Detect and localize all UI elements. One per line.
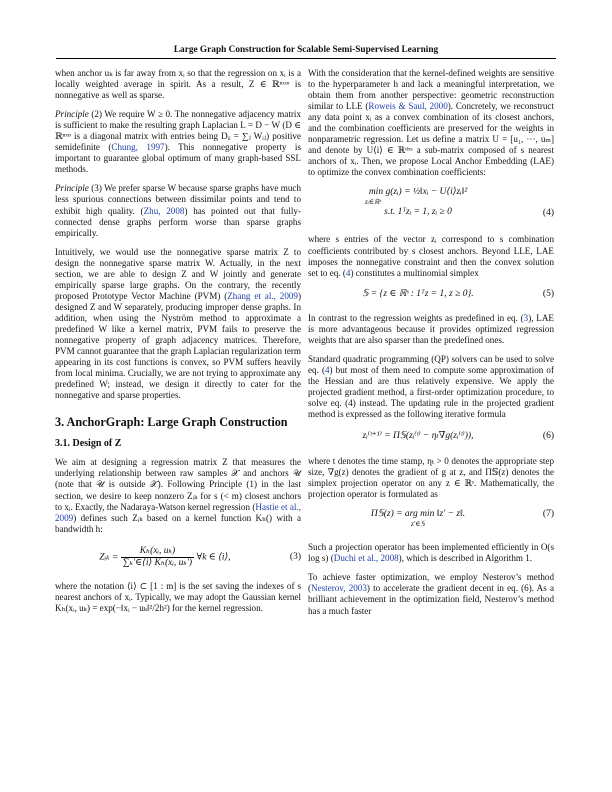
equation-4: min g(zᵢ) = ½‖xᵢ − U⟨i⟩zᵢ‖² zᵢ∈ℝˢ s.t. 1ᵀzᵢ = 1, zᵢ ≥ 0 (4) [364,187,554,219]
running-header: Large Graph Construction for Scalable Semi-Supervised Learning [56,45,556,59]
right-column [308,68,554,625]
citation-link[interactable]: Duchi et al., 2008 [333,553,399,564]
paragraph: when anchor uₖ is far away from xᵢ so that the regression on xᵢ is a locally weighted average in spirit. As a result, Z ∈ ℝⁿˣᵐ is nonnegative as well as sparse. [55,68,301,101]
citation-link[interactable]: Roweis & Saul, 2000 [368,101,448,112]
citation-link[interactable]: Chung, 1997 [111,142,165,153]
paragraph: where the notation ⟨i⟩ ⊂ [1 : m] is the set saving the indexes of s nearest anchors of xᵢ. Typically, we may adopt the Gaussian kernel Kₕ(xᵢ, uₖ) = exp(−‖xᵢ − uₖ‖²/2h²) for the kernel regression. [55,580,301,613]
citation-link[interactable]: Zhu, 2008 [143,205,185,216]
equation-reference[interactable]: 4 [345,267,351,278]
paragraph: Such a projection operator has been implemented efficiently in O(s log s) (Duchi et al., 2008), which is described in Algorithm 1. [308,542,554,564]
subsection-heading: 3.1. Design of Z [55,438,122,450]
paragraph: Principle (3) We prefer sparse W because sparse graphs have much less spurious connections between dissimilar points and tend to exhibit high quality. (Zhu, 2008) has pointed out that fully-connected dense graphs perform worse than sparse graphs empirically. [55,183,301,238]
paragraph: Principle (2) We require W ≥ 0. The nonnegative adjacency matrix is sufficient to make the resulting graph Laplacian L = D − W (D ∈ ℝⁿˣⁿ is a diagonal matrix with entries being Dᵢᵢ = ∑ⱼ Wᵢⱼ) positive semidefinite (Chung, 1997). This nonnegative property is important to guarantee global optimum of many graph-based SSL methods. [55,109,302,175]
paragraph: With the consideration that the kernel-defined weights are sensitive to the hyperparameter h and lack a meaningful interpretation, we obtain them from another perspective: geometric reconstruction similar to LLE (Roweis & Saul, 2000). Concretely, we reconstruct any data point xᵢ as a convex combination of its closest anchors, and the combination coefficients are preserved for the weights in nonparametric regression. Let us define a matrix U = [u₁, ···, uₘ] and denote by U⟨i⟩ ∈ ℝᵈˣˢ a sub-matrix composed of s nearest anchors of xᵢ. Then, we propose Local Anchor Embedding (LAE) to optimize the convex combination coefficients: [308,68,554,178]
equation-number: (5) [542,288,554,299]
citation-link[interactable]: Zhang et al., 2009 [227,290,298,301]
paragraph: We aim at designing a regression matrix Z that measures the underlying relationship between raw samples 𝒳 and anchors 𝒰 (note that 𝒰 is outside 𝒳). Following Principle (1) in the last section, we desire to keep nonzero Zᵢₖ for s (< m) closest anchors to xᵢ. Exactly, the Nadaraya-Watson kernel regression (Hastie et al., 2009) defines such Zᵢₖ based on a kernel function Kₕ() with a bandwidth h: [55,457,301,534]
equation-number: (6) [542,431,554,442]
equation-number: (7) [542,509,554,520]
paragraph: To achieve faster optimization, we employ Nesterov’s method (Nesterov, 2003) to accelerate the gradient decent in eq. (6). As a brilliant achievement in the optimization field, Nesterov’s method has a much faster [308,572,554,616]
paragraph: Standard quadratic programming (QP) solvers can be used to solve eq. (4) but most of them need to compute some approximation of the Hessian and are thus relatively expensive. We apply the projected gradient method, a first-order optimization procedure, to solve eq. (4) instead. The updating rule in the projected gradient method is expressed as the following iterative formula [308,353,554,420]
equation-6: zᵢ⁽ᵗ⁺¹⁾ = Π𝕊(zᵢ⁽ᵗ⁾ − ηₜ∇g(zᵢ⁽ᵗ⁾)), (6) [362,431,554,442]
left-column [55,68,301,622]
paragraph: where s entries of the vector zᵢ correspond to s combination coefficients contributed by s closest anchors. Beyond LLE, LAE imposes the nonnegative constraint and then the convex solution set to eq. (4) constitutes a multinomial simplex [308,234,554,278]
paragraph: where t denotes the time stamp, ηₜ > 0 denotes the appropriate step size, ∇g(z) denotes the gradient of g at z, and Π𝕊(z) denotes the simplex projection operator on any z ∈ ℝˢ. Mathematically, the projection operator is formulated as [308,456,554,500]
equation-3: Zᵢₖ = $\frac{\text{Kₕ(xᵢ, uₖ)}}{\text{∑ₖ′∈⟨i⟩ Kₕ(xᵢ, uₖ′)}}$ ∀k ∈ ⟨i⟩, (3) [99,545,301,568]
section-heading: 3. AnchorGraph: Large Graph Construction [55,415,288,430]
citation-link[interactable]: Nesterov, 2003 [311,583,367,594]
equation-7: Π𝕊(z) = arg min ‖z′ − z‖. z′∈𝕊 (7) [370,509,554,529]
equation-number: (4) [542,208,554,219]
paragraph: In contrast to the regression weights as predefined in eq. (3), LAE is more advantageous because it provides optimized regression weights that are also sparser than the predefined ones. [308,312,554,345]
equation-reference[interactable]: 4 [325,364,330,375]
equation-reference[interactable]: 3 [523,312,529,323]
equation-number: (3) [289,551,301,562]
equation-5: 𝕊 = {z ∈ ℝˢ : 1ᵀz = 1, z ≥ 0}. (5) [362,288,554,299]
paragraph: Intuitively, we would use the nonnegative sparse matrix Z to design the nonnegative sparse matrix W. Actually, in the next section, we are able to design Z and W jointly and generate empirically sparse large graphs. On the contrary, the recently proposed Prototype Vector Machine (PVM) (Zhang et al., 2009) designed Z and W separately, producing improper dense graphs. In addition, when using the Nyström method to approximate a predefined W like a kernel matrix, PVM fails to preserve the nonnegative property of graph adjacency matrices. Therefore, PVM cannot guarantee that the graph Laplacian regularization term appearing in its cost functions is convex, so PVM suffers heavily from local minima. Crucially, we are not trying to approximate any predefined W; instead, we design it directly to cater for the nonnegative and sparse properties. [55,246,301,401]
citation-link[interactable]: Hastie et al., 2009 [55,501,301,523]
